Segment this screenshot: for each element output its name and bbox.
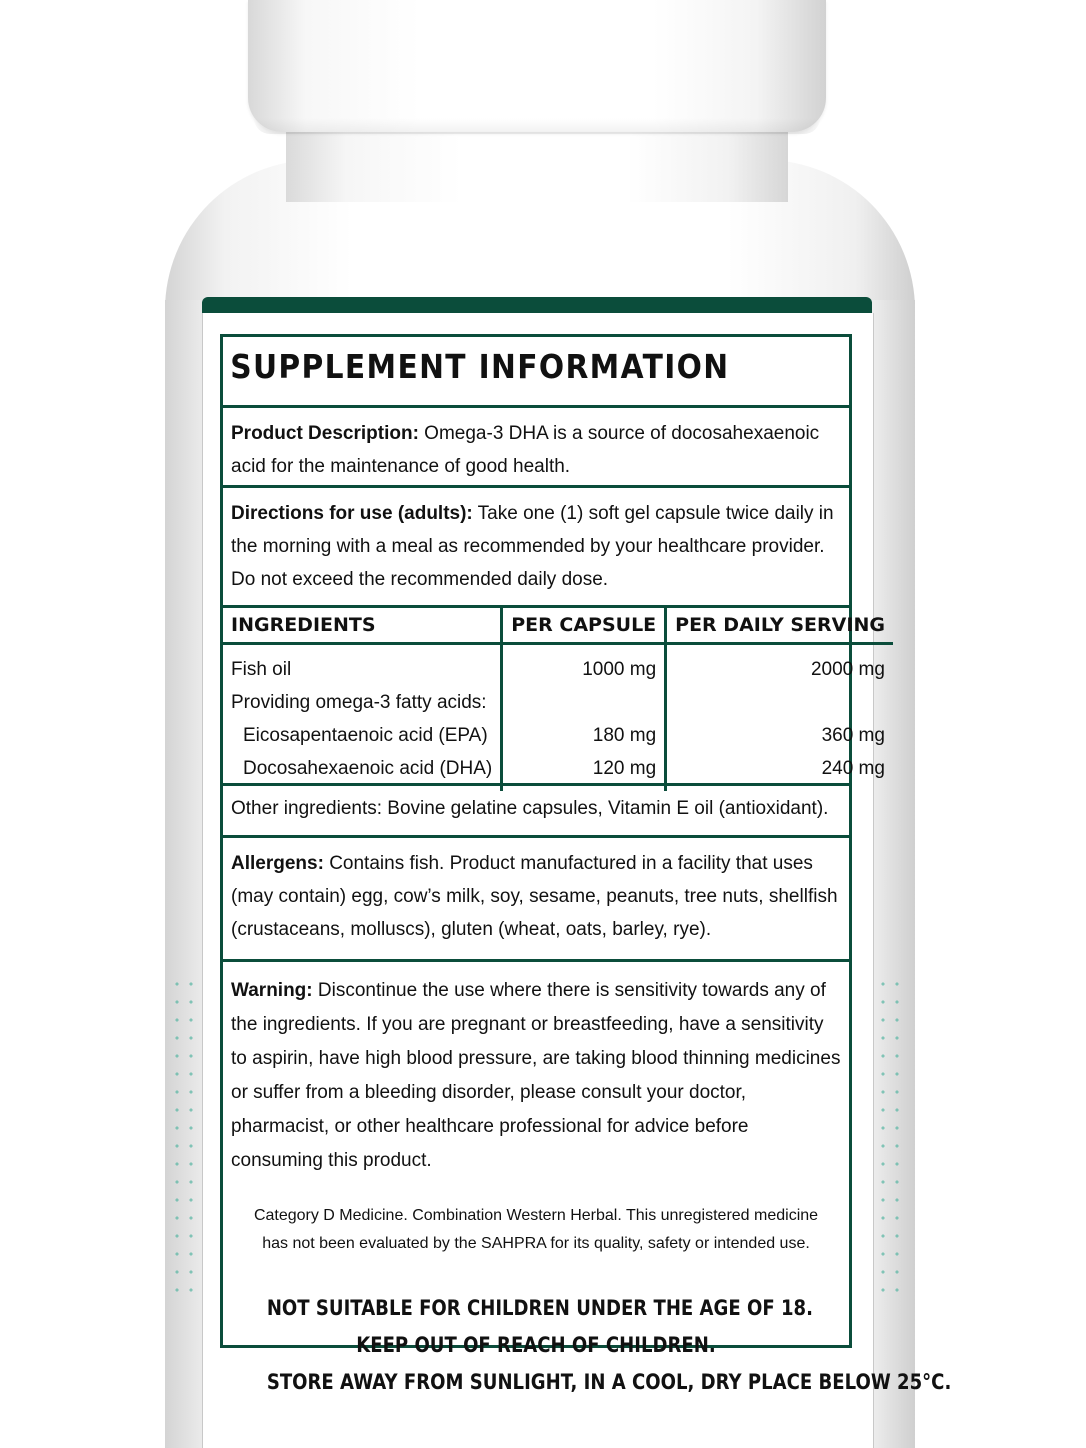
panel-title: SUPPLEMENT INFORMATION [230, 347, 730, 386]
bottle-cap-lip [254, 118, 820, 134]
per-daily-value: 360 mg [666, 719, 893, 752]
warning-text: Discontinue the use where there is sensitivity towards any of the ingredients. If you are pregnant or breastfeeding, have a sensitivity to aspirin, have high blood pressure, are taking blood thinning medicines or suffer from a bleeding disorder, please consult your doctor, pharmacist, or other healthcare professional for advice before consuming this product. [231, 980, 841, 1171]
per-daily-value: 240 mg [666, 752, 893, 791]
notice-age: NOT SUITABLE FOR CHILDREN UNDER THE AGE OF 18. [266, 1296, 813, 1320]
warning [223, 962, 849, 1188]
per-capsule-value [502, 686, 666, 719]
supplement-information-panel [220, 334, 952, 1394]
column-header-per-capsule: PER CAPSULE [502, 608, 666, 644]
notice-storage: STORE AWAY FROM SUNLIGHT, IN A COOL, DRY PLACE BELOW 25°C. [266, 1370, 952, 1394]
ingredients-section [223, 608, 885, 786]
other-ingredients: Other ingredients: Bovine gelatine capsules, Vitamin E oil (antioxidant). [223, 786, 849, 838]
per-daily-value [666, 686, 893, 719]
dot-pattern-right [876, 975, 906, 1305]
table-row [223, 644, 893, 687]
ingredient-name: Fish oil [231, 658, 292, 680]
description-text: Omega-3 DHA is a source of docosahexaenoic acid for the maintenance of good health. [231, 423, 820, 477]
safety-notices [266, 1290, 952, 1401]
directions-heading: Directions for use (adults): [231, 503, 473, 524]
directions-text: Take one (1) soft gel capsule twice daily in the morning with a meal as recommended by your healthcare provider. Do not exceed the recommended daily dose. [231, 503, 834, 590]
table-row [223, 686, 893, 719]
per-capsule-value: 180 mg [502, 719, 666, 752]
description-heading: Product Description: [231, 423, 419, 444]
allergens-text: Contains fish. Product manufactured in a facility that uses (may contain) egg, cow’s milk, soy, sesame, peanuts, tree nuts, shellfish (crustaceans, molluscs), gluten (wheat, oats, barley, rye). [231, 853, 838, 940]
column-header-ingredients: INGREDIENTS [223, 608, 502, 644]
notice-children: KEEP OUT OF REACH OF CHILDREN. [356, 1333, 716, 1357]
bottle-cap [248, 0, 826, 132]
per-capsule-value: 120 mg [502, 752, 666, 791]
allergens-heading: Allergens: [231, 853, 324, 874]
per-capsule-value: 1000 mg [502, 644, 666, 687]
bottle-neck [286, 132, 788, 202]
column-header-per-daily-serving: PER DAILY SERVING [666, 608, 893, 644]
directions-for-use [223, 488, 849, 608]
ingredient-name: Docosahexaenoic acid (DHA) [243, 757, 493, 779]
product-description [223, 408, 849, 488]
table-row [223, 719, 893, 752]
ingredient-name: Providing omega-3 fatty acids: [231, 691, 487, 713]
warning-heading: Warning: [231, 980, 313, 1001]
ingredients-table [223, 608, 893, 791]
allergens [223, 838, 849, 962]
category-statement: Category D Medicine. Combination Western Herbal. This unregistered medicine has not been evaluated by the SAHPRA for its quality, safety or intended use. [253, 1207, 819, 1252]
table-header-row [223, 608, 893, 644]
ingredient-name: Eicosapentaenoic acid (EPA) [243, 724, 488, 746]
dot-pattern-left [170, 975, 200, 1305]
per-daily-value: 2000 mg [666, 644, 893, 687]
